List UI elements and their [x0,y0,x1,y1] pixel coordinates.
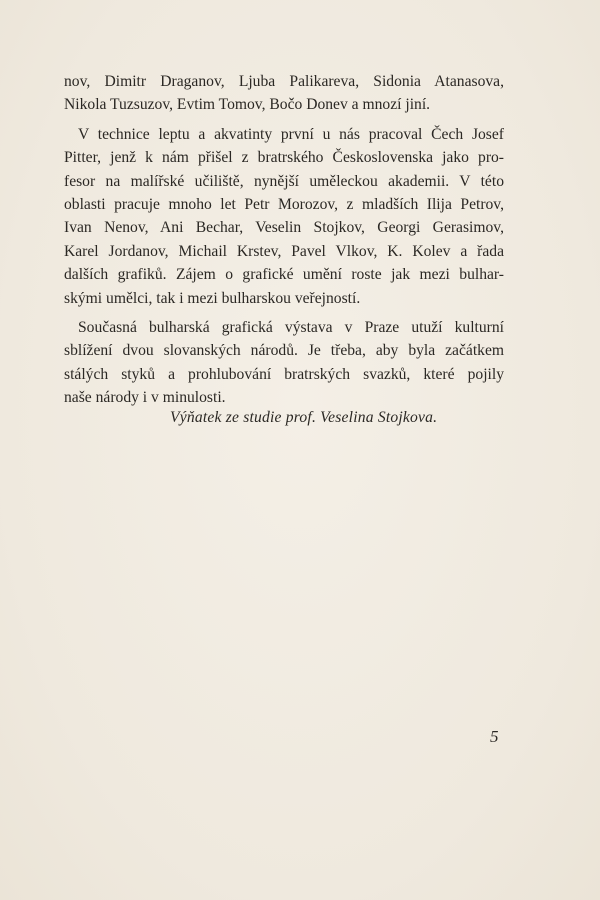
text-line: Nikola Tuzsuzov, Evtim Tomov, Bočo Donev a mnozí jiní. [64,96,431,114]
text-line: Současná bulharská grafická výstava v Praze utuží kulturní [78,319,504,337]
text-line: stálých styků a prohlubování bratrských svazků, které pojily [64,365,504,383]
paragraph-2 [64,123,504,310]
text-line: skými umělci, tak i mezi bulharskou veřejností. [64,289,361,307]
text-line: Pitter, jenž k nám přišel z bratrského Československa jako pro- [64,149,504,167]
paragraph-1 [64,70,504,117]
text-line: V technice leptu a akvatinty první u nás pracoval Čech Josef [78,125,504,143]
text-line: dalších grafiků. Zájem o grafické umění roste jak mezi bulhar- [64,266,504,284]
page-number: 5 [490,727,499,746]
text-line: sblížení dvou slovanských národů. Je třeba, aby byla začátkem [64,342,504,360]
text-line: Ivan Nenov, Ani Bechar, Veselin Stojkov, Georgi Gerasimov, [64,219,504,237]
text-line: Karel Jordanov, Michail Krstev, Pavel Vlkov, K. Kolev a řada [64,242,504,260]
text-line: naše národy i v minulosti. [64,389,226,407]
paragraph-3 [64,316,504,410]
text-line: oblasti pracuje mnoho let Petr Morozov, z mladších Ilija Petrov, [64,196,504,214]
source-attribution: Výňatek ze studie prof. Veselina Stojkova. [170,409,438,426]
text-line: fesor na malířské učiliště, nynější uměleckou akademii. V této [64,172,504,190]
text-line: nov, Dimitr Draganov, Ljuba Palikareva, Sidonia Atanasova, [64,73,504,90]
body-text [64,70,504,416]
